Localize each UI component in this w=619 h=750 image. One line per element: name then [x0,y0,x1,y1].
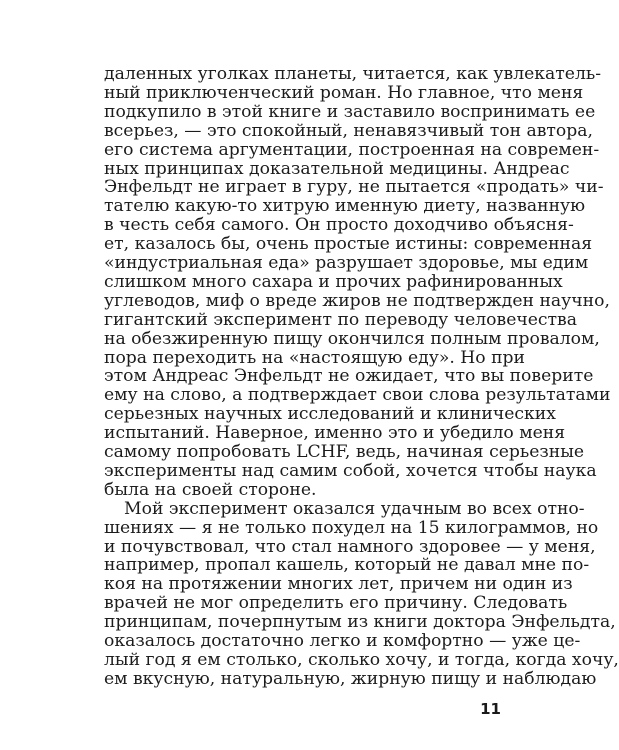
text-line: на обезжиренную пищу окончился полным провалом, [104,328,600,349]
text-line: ем вкусную, натуральную, жирную пищу и наблюдаю [104,668,597,689]
text-line: гигантский эксперимент по переводу человечества [104,309,577,330]
text-line: принципам, почерпнутым из книги доктора Энфельдта, [104,612,616,633]
text-line: эксперименты над самим собой, хочется чтобы наука [104,460,597,481]
text-line: этом Андреас Энфельдт не ожидает, что вы поверите [104,366,594,387]
text-line: подкупило в этой книге и заставило воспринимать ее [104,101,596,122]
text-line: ет, казалось бы, очень простые истины: современная [104,234,593,255]
text-line: Энфельдт не играет в гуру, не пытается «продать» чи- [104,177,604,198]
page-number: 11 [480,700,501,718]
text-line: «индустриальная еда» разрушает здоровье, мы едим [104,253,589,273]
text-line: врачей не мог определить его причину. Следовать [104,593,568,614]
text-line: шениях — я не только похудел на 15 килограммов, но [104,517,599,538]
text-line: серьезных научных исследований и клинических [104,404,556,425]
text-line: пора переходить на «настоящую еду». Но при [104,347,525,368]
text-line: ему на слово, а подтверждает свои слова результатами [104,385,611,406]
text-line: и почувствовал, что стал намного здоровее — у меня, [104,536,596,557]
text-line: самому попробовать LCHF, ведь, начиная серьезные [104,442,585,462]
text-line: была на своей стороне. [104,479,317,500]
text-line: ный приключенческий роман. Но главное, что меня [104,82,584,103]
text-line: лый год я ем столько, сколько хочу, и тогда, когда хочу, [104,649,619,670]
text-line: например, пропал кашель, который не давал мне по- [104,555,590,576]
text-line: даленных уголках планеты, читается, как увлекатель- [104,64,602,84]
text-line: в честь себя самого. Он просто доходчиво объясня- [104,215,574,236]
text-line: Мой эксперимент оказался удачным во всех отно- [124,498,585,519]
text-line: углеводов, миф о вреде жиров не подтвержден научно, [104,290,610,311]
text-line: всерьез, — это спокойный, ненавязчивый тон автора, [104,120,593,141]
text-line: испытаний. Наверное, именно это и убедило меня [104,423,566,444]
text-line: слишком много сахара и прочих рафинированных [104,271,563,292]
text-line: коя на протяжении многих лет, причем ни один из [104,574,573,595]
text-line: тателю какую-то хитрую именную диету, названную [104,196,586,217]
text-line: ных принципах доказательной медицины. Андреас [104,158,570,179]
text-line: его система аргументации, построенная на современ- [104,139,600,160]
text-line: оказалось достаточно легко и комфортно — уже це- [104,631,581,651]
